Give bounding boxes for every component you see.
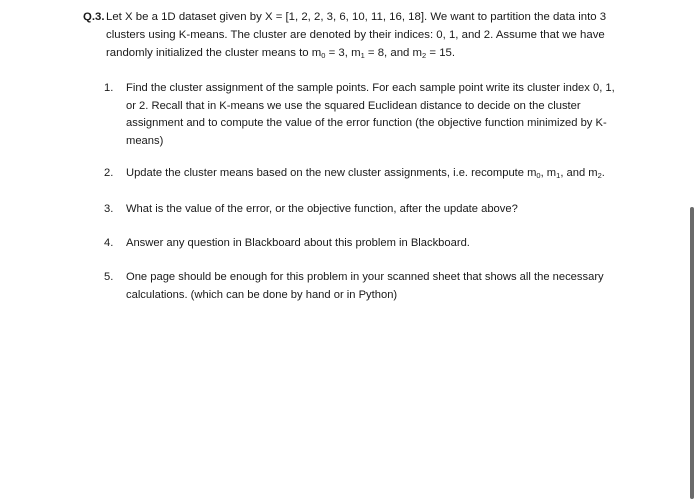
vertical-scrollbar[interactable]: [690, 207, 694, 499]
task-text-part: .: [601, 167, 605, 179]
task-item-3: [104, 201, 619, 219]
question-number: Q.3.: [83, 11, 105, 23]
task-text-part: Update the cluster means based on the new cluster assignments, i.e. recompute m: [126, 167, 537, 179]
question-intro: [83, 8, 623, 62]
task-item-1: [104, 80, 619, 150]
m0-subscript: 0: [536, 171, 541, 180]
task-text: Find the cluster assignment of the sample points. For each sample point write its cluster index 0, 1, or 2. Recall that in K-means we use the squared Euclidean distance to decide on the cluster assignment and to compute the value of the error function (the objective function minimized by K-means): [126, 82, 615, 147]
task-item-5: [104, 269, 619, 304]
task-number: 2.: [104, 167, 114, 179]
task-text: What is the value of the error, or the objective function, after the update above?: [126, 203, 518, 215]
m0-value: = 3, m: [325, 47, 361, 59]
task-text: Answer any question in Blackboard about this problem in Blackboard.: [126, 237, 470, 249]
task-text-part: , m: [540, 167, 557, 179]
task-text-part: , and m: [560, 167, 598, 179]
task-number: 1.: [104, 82, 114, 94]
task-text: One page should be enough for this problem in your scanned sheet that shows all the necessary calculations. (which can be done by hand or in Python): [126, 271, 604, 301]
task-number: 4.: [104, 237, 114, 249]
m1-subscript: 1: [556, 171, 561, 180]
task-item-2: [104, 165, 619, 183]
task-text: [126, 165, 619, 183]
question-block: [83, 8, 623, 62]
m1-value: = 8, and m: [364, 47, 423, 59]
m2-subscript: 2: [597, 171, 602, 180]
m2-value: = 15.: [426, 47, 456, 59]
task-number: 5.: [104, 271, 114, 283]
m2-subscript: 2: [422, 51, 427, 60]
question-intro-text: Let X be a 1D dataset given by X = [1, 2, 2, 3, 6, 10, 11, 16, 18]. We want to partition the data into 3 clusters using K-means. The cluster are denoted by their indices: 0, 1, and 2. Assume that we have randomly initialized the cluster means to m: [106, 11, 607, 59]
m1-subscript: 1: [360, 51, 365, 60]
m0-subscript: 0: [321, 51, 326, 60]
task-number: 3.: [104, 203, 114, 215]
task-item-4: [104, 235, 619, 253]
